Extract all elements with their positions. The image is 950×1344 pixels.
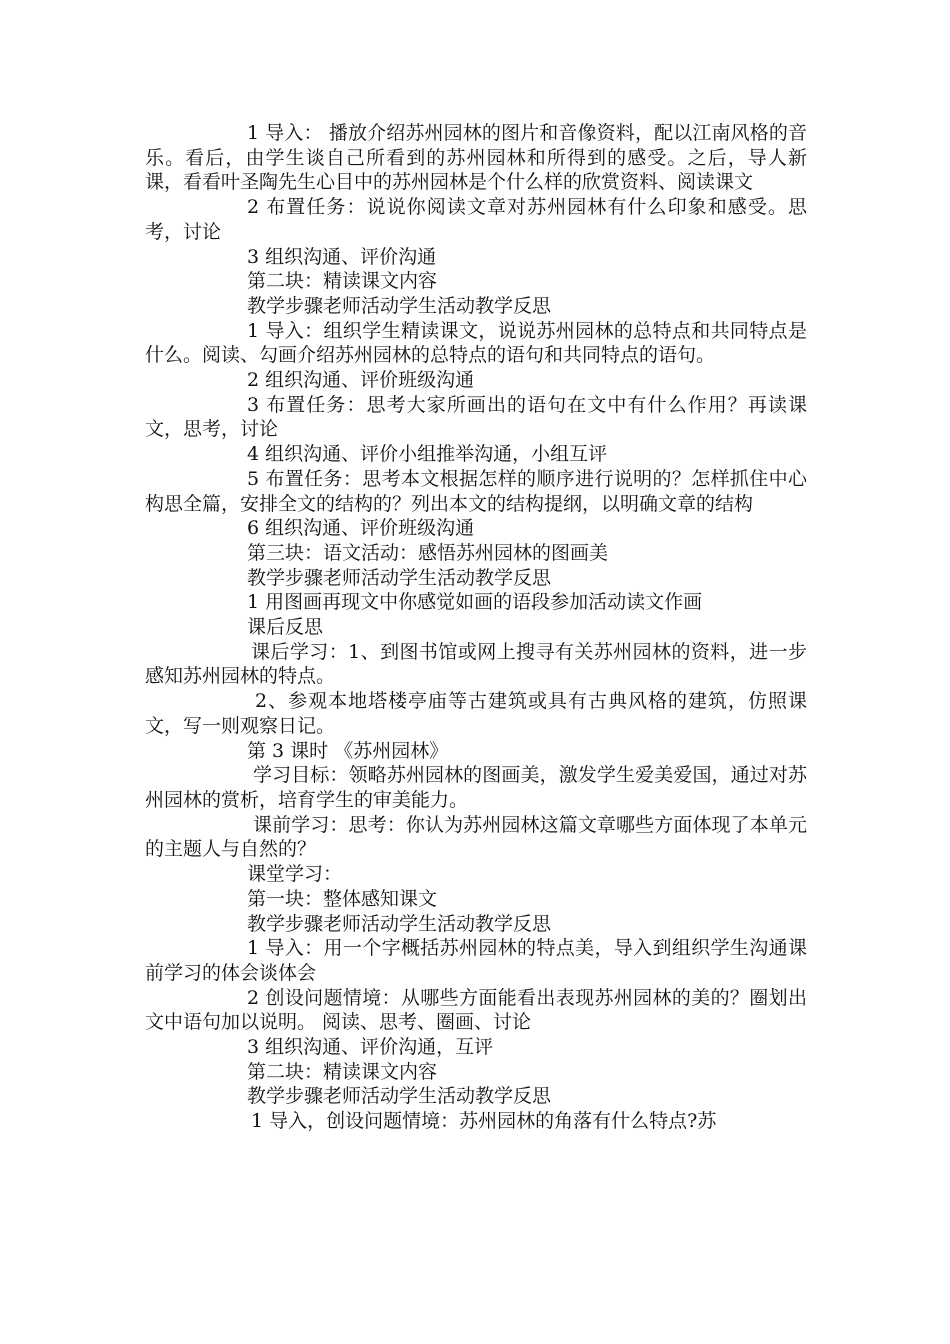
paragraph-task-order: 5 布置任务：思考本文根据怎样的顺序进行说明的？怎样抓住中心构思全篇，安排全文的结构的？列出本文的结构提纲，以明确文章的结构 bbox=[145, 467, 807, 515]
paragraph-exchange-3: 3 组织沟通、评价沟通 bbox=[247, 245, 437, 268]
paragraph-group-exchange: 4 组织沟通、评价小组推举沟通，小组互评 bbox=[247, 443, 608, 466]
paragraph-class-exchange-6: 6 组织沟通、评价班级沟通 bbox=[247, 517, 475, 540]
paragraph-reflection-heading: 课后反思 bbox=[247, 616, 324, 639]
document-body bbox=[145, 121, 807, 1134]
section-heading-block-2b: 第二块：精读课文内容 bbox=[247, 1060, 438, 1083]
section-heading-block-3: 第三块：语文活动：感悟苏州园林的图画美 bbox=[247, 541, 609, 564]
table-header-line: 教学步骤老师活动学生活动教学反思 bbox=[247, 294, 552, 317]
section-heading-block-2: 第二块：精读课文内容 bbox=[247, 270, 438, 293]
lesson-title: 第 3 课时 《苏州园林》 bbox=[247, 739, 449, 762]
paragraph-task-2: 2 布置任务：说说你阅读文章对苏州园林有什么印象和感受。思考，讨论 bbox=[145, 196, 807, 243]
paragraph-problem-situation: 2 创设问题情境：从哪些方面能看出表现苏州园林的美的？圈划出文中语句加以说明。 阅读、思考、圈画、讨论 bbox=[145, 986, 807, 1034]
table-header-line: 教学步骤老师活动学生活动教学反思 bbox=[247, 1085, 552, 1108]
paragraph-class-exchange: 2 组织沟通、评价班级沟通 bbox=[247, 369, 475, 392]
table-header-line: 教学步骤老师活动学生活动教学反思 bbox=[247, 566, 552, 589]
paragraph-observation-diary: 2、参观本地塔楼亭庙等古建筑或具有古典风格的建筑，仿照课文，写一则观察日记。 bbox=[145, 690, 807, 737]
table-header-line: 教学步骤老师活动学生活动教学反思 bbox=[247, 912, 552, 935]
paragraph-pre-class-study: 课前学习：思考：你认为苏州园林这篇文章哪些方面体现了本单元的主题人与自然的？ bbox=[145, 813, 807, 861]
paragraph-intro-one-word: 1 导入：用一个字概括苏州园林的特点美，导入到组织学生沟通课前学习的体会谈体会 bbox=[145, 937, 807, 984]
paragraph-intro-close-reading: 1 导入：组织学生精读课文，说说苏州园林的总特点和共同特点是什么。阅读、勾画介绍苏州园林的总特点的语句和共同特点的语句。 bbox=[145, 319, 807, 367]
paragraph-learning-goals: 学习目标：领略苏州园林的图画美，激发学生爱美爱国，通过对苏州园林的赏析，培育学生的审美能力。 bbox=[145, 764, 807, 811]
paragraph-in-class-heading: 课堂学习： bbox=[247, 863, 343, 886]
paragraph-drawing-activity: 1 用图画再现文中你感觉如画的语段参加活动读文作画 bbox=[247, 591, 703, 614]
section-heading-block-1: 第一块：整体感知课文 bbox=[247, 887, 438, 910]
paragraph-exchange-peer-review: 3 组织沟通、评价沟通，互评 bbox=[247, 1036, 494, 1059]
paragraph-after-class-study: 课后学习：1、到图书馆或网上搜寻有关苏州园林的资料，进一步感知苏州园林的特点。 bbox=[145, 640, 807, 688]
paragraph-intro-1: 1 导入： 播放介绍苏州园林的图片和音像资料，配以江南风格的音乐。看后，由学生谈自己所看到的苏州园林和所得到的感受。之后，导人新课，看看叶圣陶先生心目中的苏州园林是个什么样的欣赏资料、阅读课文 bbox=[145, 122, 807, 194]
paragraph-corner-question: 1 导入，创设问题情境：苏州园林的角落有什么特点?苏 bbox=[251, 1110, 717, 1133]
paragraph-task-role: 3 布置任务：思考大家所画出的语句在文中有什么作用？再读课文，思考，讨论 bbox=[145, 393, 807, 441]
